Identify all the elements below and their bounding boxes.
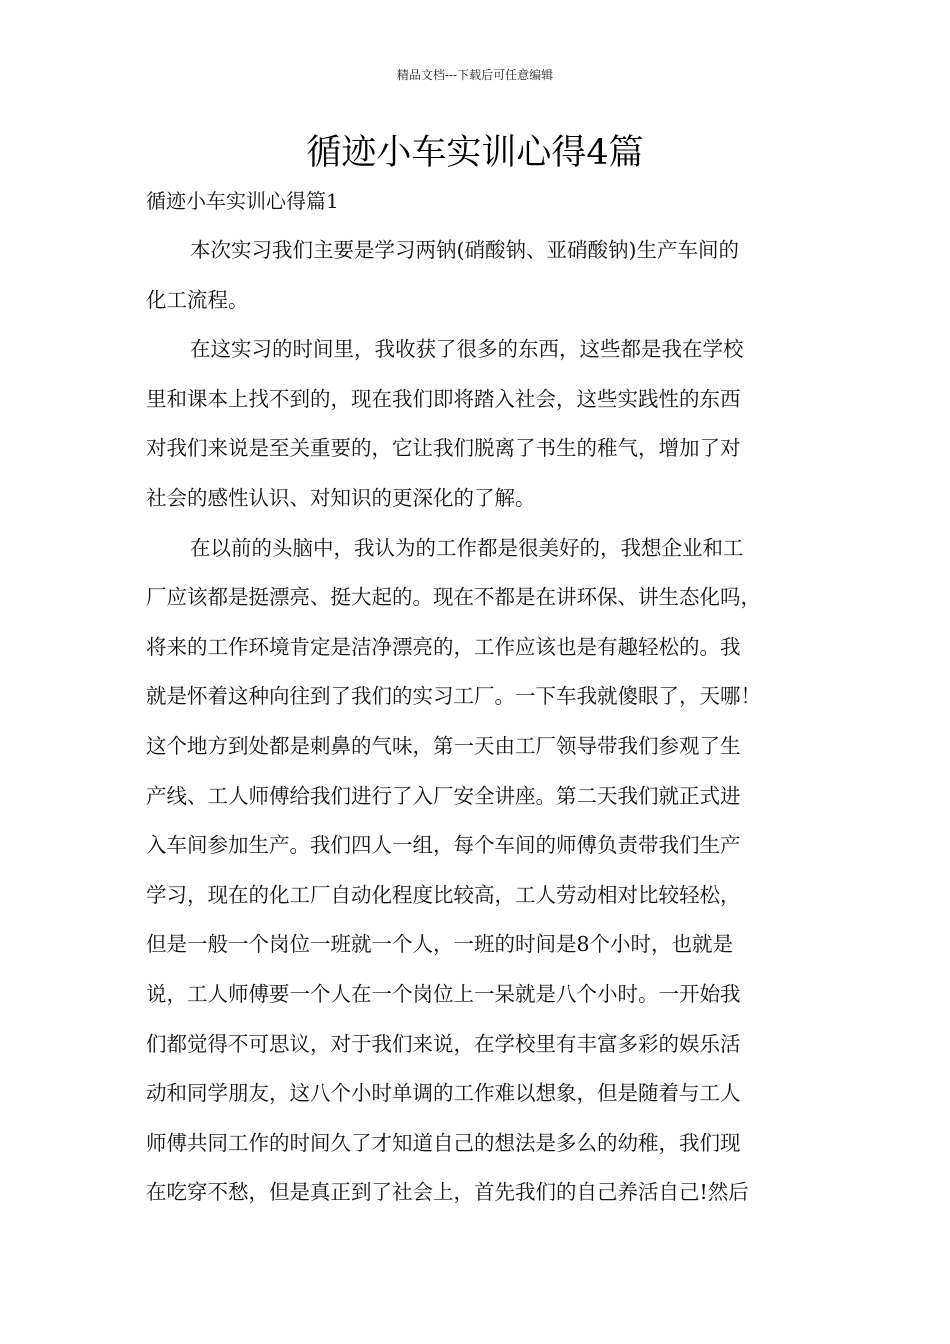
paragraph-line: 们都觉得不可思议，对于我们来说，在学校里有丰富多彩的娱乐活 bbox=[146, 1031, 741, 1056]
paragraph-line: 这个地方到处都是刺鼻的气味，第一天由工厂领导带我们参观了生 bbox=[146, 733, 741, 758]
paragraph-line: 化工流程。 bbox=[146, 287, 249, 312]
paragraph-line: 说，工人师傅要一个人在一个岗位上一呆就是八个小时。一开始我 bbox=[146, 981, 741, 1006]
paragraph-line: 动和同学朋友，这八个小时单调的工作难以想象，但是随着与工人 bbox=[146, 1081, 741, 1106]
paragraph-line: 但是一般一个岗位一班就一个人，一班的时间是8个小时，也就是 bbox=[146, 932, 734, 957]
paragraph-line: 师傅共同工作的时间久了才知道自己的想法是多么的幼稚，我们现 bbox=[146, 1130, 741, 1155]
paragraph-line: 在以前的头脑中，我认为的工作都是很美好的，我想企业和工 bbox=[190, 535, 744, 560]
paragraph-line: 入车间参加生产。我们四人一组，每个车间的师傅负责带我们生产 bbox=[146, 833, 741, 858]
paragraph-line: 在吃穿不愁，但是真正到了社会上，首先我们的自己养活自己!然后 bbox=[146, 1180, 749, 1205]
paragraph-line: 将来的工作环境肯定是洁净漂亮的，工作应该也是有趣轻松的。我 bbox=[146, 634, 741, 659]
section-heading: 循迹小车实训心得篇1 bbox=[146, 189, 339, 213]
paragraph-line: 在这实习的时间里，我收获了很多的东西，这些都是我在学校 bbox=[190, 337, 744, 362]
paragraph-line: 社会的感性认识、对知识的更深化的了解。 bbox=[146, 485, 536, 510]
paragraph-line: 本次实习我们主要是学习两钠(硝酸钠、亚硝酸钠)生产车间的 bbox=[190, 238, 739, 262]
paragraph-line: 产线、工人师傅给我们进行了入厂安全讲座。第二天我们就正式进 bbox=[146, 783, 741, 808]
page-header: 精品文档---下载后可任意编辑 bbox=[396, 68, 554, 82]
paragraph-line: 学习，现在的化工厂自动化程度比较高，工人劳动相对比较轻松， bbox=[146, 882, 741, 907]
paragraph-line: 里和课本上找不到的，现在我们即将踏入社会，这些实践性的东西 bbox=[146, 386, 741, 411]
paragraph-line: 就是怀着这种向往到了我们的实习工厂。一下车我就傻眼了，天哪！ bbox=[146, 684, 761, 709]
document-title: 循迹小车实训心得4篇 bbox=[306, 133, 644, 173]
document-body bbox=[146, 226, 814, 1218]
paragraph-line: 对我们来说是至关重要的，它让我们脱离了书生的稚气，增加了对 bbox=[146, 436, 741, 461]
paragraph-line: 厂应该都是挺漂亮、挺大起的。现在不都是在讲环保、讲生态化吗， bbox=[146, 585, 761, 610]
